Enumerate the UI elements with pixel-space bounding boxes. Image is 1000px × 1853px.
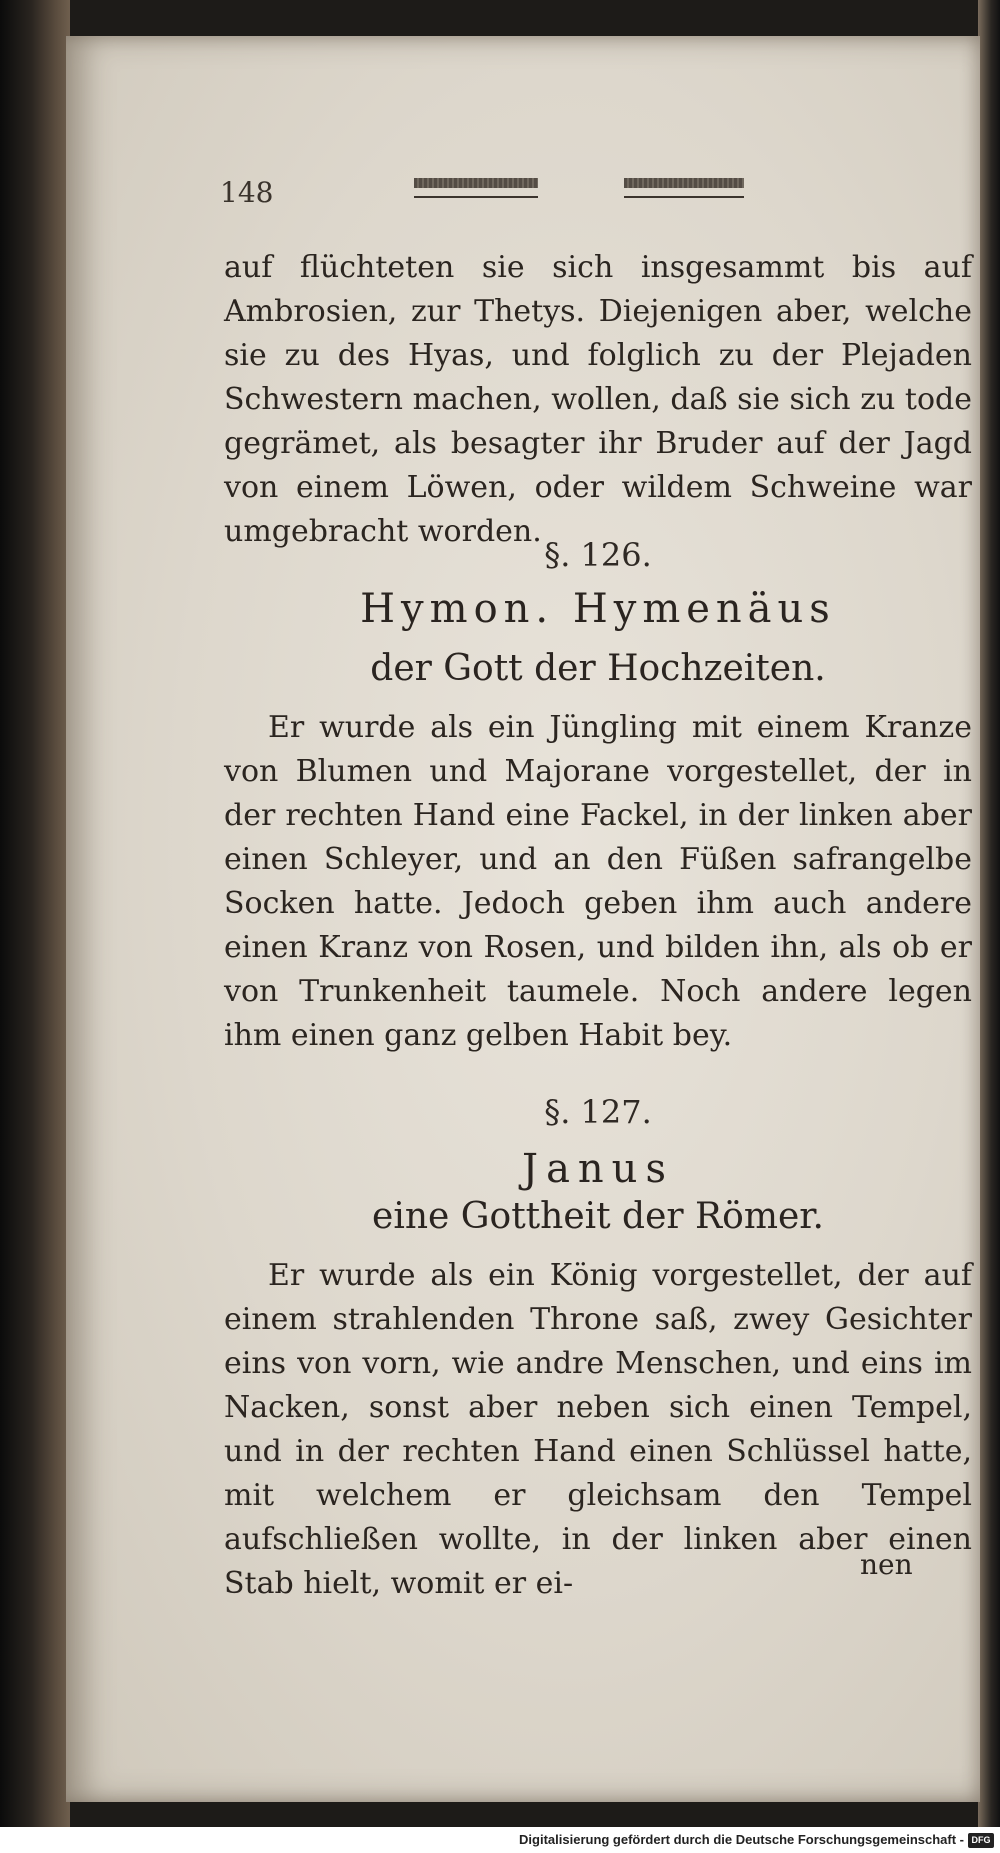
section-subtitle-hymon: der Gott der Hochzeiten. [370,648,826,689]
section-number-127: §. 127. [544,1093,652,1131]
section-title-hymon: Hymon. Hymenäus [360,586,836,632]
page-number: 148 [220,176,274,209]
paragraph-intro [224,246,972,554]
paragraph-hymon [224,706,972,1058]
paragraph-janus-text: Er wurde als ein König vorgestellet, der auf einem strahlenden Throne saß, zwey Gesichter eins von vorn, wie andre Menschen, und eins im Nacken, sonst aber neben sich einen Tempel, und in der rechten Hand einen Schlüssel hatte, mit welchem er gleichsam den Tempel aufschließen wollte, in der linken aber einen Stab hielt, womit er ei- [224,1258,972,1601]
digitization-footer [0,1827,1000,1853]
book-right-edge [978,0,1000,1853]
header-ornament-left [414,178,538,200]
catchword: nen [860,1548,913,1581]
section-title-janus: Janus [522,1146,674,1192]
paragraph-hymon-text: Er wurde als ein Jüngling mit einem Kranze von Blumen und Majorane vorgestellet, der in der rechten Hand eine Fackel, in der linken aber einen Schleyer, und an den Füßen safrangelbe Socken hatte. Jedoch geben ihm auch andere einen Kranz von Rosen, und bilden ihn, als ob er von Trunkenheit taumele. Noch andere legen ihm einen ganz gelben Habit bey. [224,710,972,1053]
header-ornament-right [624,178,744,200]
section-number-126: §. 126. [544,536,652,574]
section-subtitle-janus: eine Gottheit der Römer. [372,1196,824,1237]
paragraph-intro-text: auf flüchteten sie sich insgesammt bis auf Ambrosien, zur Thetys. Diejenigen aber, welche sie zu des Hyas, und folglich zu der Plejaden Schwestern machen, wollen, daß sie sich zu tode gegrämet, als besagter ihr Bruder auf der Jagd von einem Löwen, oder wildem Schweine war umgebracht worden. [224,250,972,549]
footer-credit-text: Digitalisierung gefördert durch die Deutsche Forschungsgemeinschaft - [519,1832,964,1847]
dfg-logo: DFG [968,1833,994,1848]
book-spine-edge [0,0,70,1853]
